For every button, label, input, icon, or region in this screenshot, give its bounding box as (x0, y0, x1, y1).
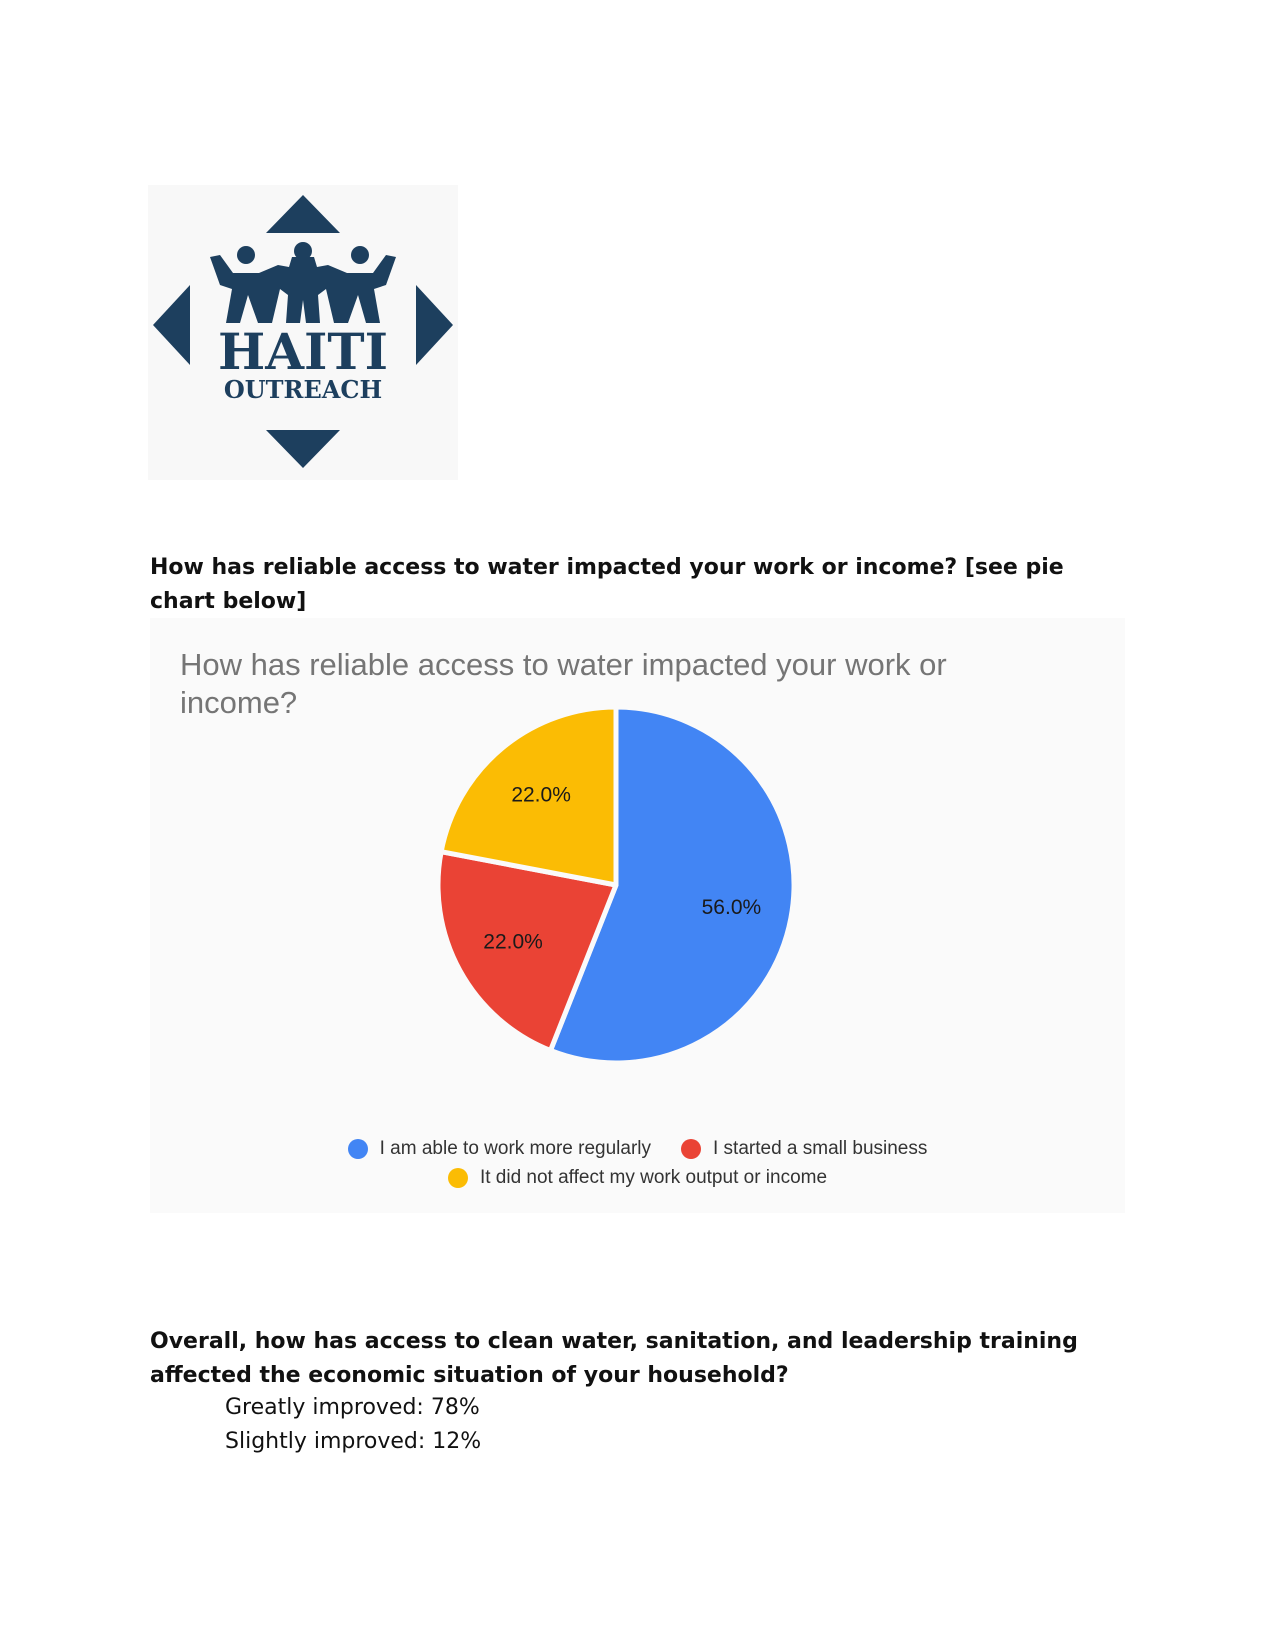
logo-right-arrow (416, 285, 453, 365)
answer-greatly-improved: Greatly improved: 78% (225, 1395, 480, 1420)
legend-dot-red (681, 1139, 701, 1159)
chart-title: How has reliable access to water impacted your work or income? (180, 647, 947, 720)
logo-left-arrow (153, 285, 190, 365)
pie-chart (150, 618, 1125, 1213)
question-economic-situation: Overall, how has access to clean water, sanitation, and leadership training affected the economic situation of your household? (150, 1329, 1078, 1388)
pie-slice-label-work-regularly: 56.0% (701, 896, 762, 920)
logo-people-figures (210, 242, 396, 323)
legend-item-no-effect (448, 1167, 827, 1189)
answer-slightly-improved: Slightly improved: 12% (225, 1429, 482, 1454)
question-water-impact: How has reliable access to water impacted your work or income? [see pie chart below] (150, 555, 1064, 614)
logo-up-arrow (266, 195, 340, 233)
legend-label: It did not affect my work output or income (479, 1167, 828, 1188)
legend-item-work-regularly (348, 1138, 651, 1160)
legend-dot-blue (348, 1139, 368, 1159)
logo-wordmark-outreach: OUTREACH (223, 375, 383, 404)
logo-down-arrow (266, 430, 340, 468)
pie-chart-panel (150, 618, 1125, 1213)
pie-slice-label-no-effect: 22.0% (511, 783, 571, 807)
legend-dot-yellow (448, 1168, 468, 1188)
legend-label: I started a small business (713, 1138, 928, 1159)
answers-list (225, 1391, 481, 1459)
legend-item-small-business (681, 1138, 927, 1160)
logo-wordmark-haiti: HAITI (217, 322, 389, 381)
pie-slice-label-small-business: 22.0% (483, 930, 543, 954)
haiti-outreach-logo (148, 185, 458, 480)
legend-label: I am able to work more regularly (379, 1138, 651, 1159)
